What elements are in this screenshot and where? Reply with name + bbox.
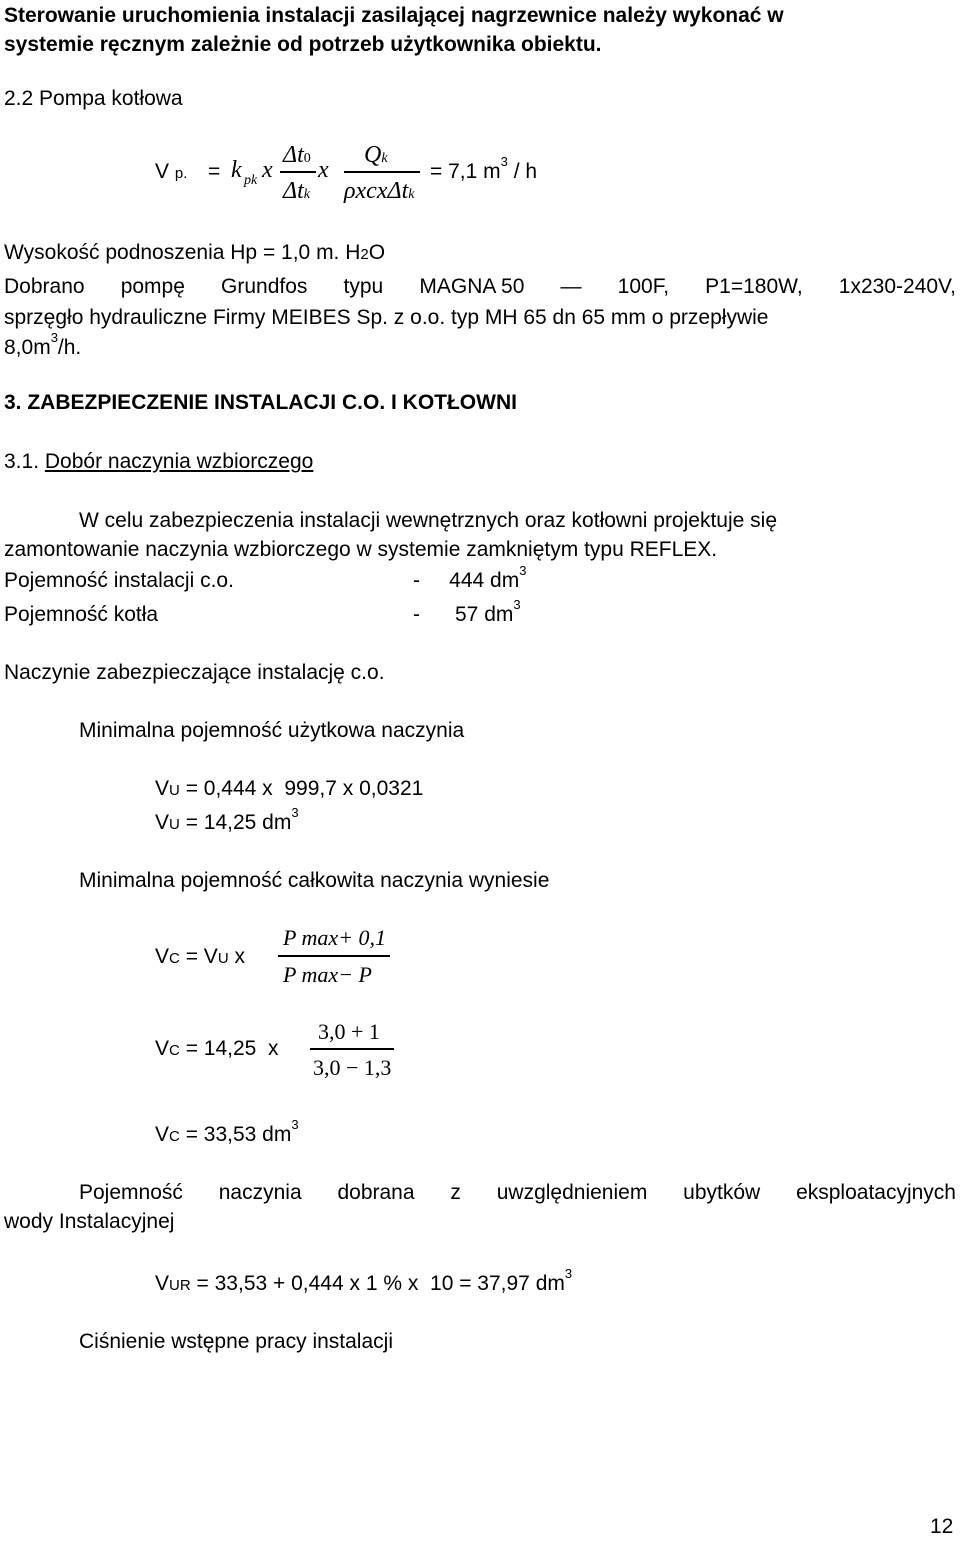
coupler-line: sprzęgło hydrauliczne Firmy MEIBES Sp. z o.o. typ MH 65 dn 65 mm o przepływie xyxy=(4,306,769,329)
vu-formula-1: VU = 0,444 x 999,7 x 0,0321 xyxy=(155,777,424,800)
capacity-boiler-value: - 57 $dm^3$ xyxy=(413,597,521,626)
section-3-heading: 3. ZABEZPIECZENIE INSTALACJI C.O. I KOTŁOWNI xyxy=(4,391,517,414)
pressure-line: Ciśnienie wstępne pracy instalacji xyxy=(79,1330,393,1353)
formula-denominator-2: ρxcxΔtk xyxy=(344,178,415,204)
formula-numerator-1: Δt0 xyxy=(283,142,311,168)
section-3-1-heading: 3.1. Dobór naczynia wzbiorczego xyxy=(4,450,314,473)
pump-selection-line: Dobrano pompę Grundfos typu MAGNA 50 — 100F, P1=180W, 1x230-240V, xyxy=(4,275,956,298)
formula-numerator-2: Qk xyxy=(364,142,388,168)
formula-times-2: x xyxy=(318,157,329,183)
formula-lhs: V p. xyxy=(155,160,188,183)
min-usable-capacity: Minimalna pojemność użytkowa naczynia xyxy=(79,719,465,742)
page-number: 12 xyxy=(930,1515,954,1538)
formula-denominator-1: Δtk xyxy=(283,178,310,204)
vc-formula-denominator: P max− P xyxy=(283,962,372,987)
vc-numeric-numerator: 3,0 + 1 xyxy=(318,1019,380,1044)
vc-numeric-denominator: 3,0 − 1,3 xyxy=(313,1055,392,1080)
losses-line-2: wody Instalacyjnej xyxy=(4,1210,175,1233)
formula-result: = 7,1 $m^3$ / h xyxy=(430,154,538,183)
paragraph-1-line-1: W celu zabezpieczenia instalacji wewnętrznych oraz kotłowni projektuje się xyxy=(79,509,777,532)
vc-formula-numerator: P max+ 0,1 xyxy=(283,925,387,950)
vc-formula-lhs: VC = VU x xyxy=(155,945,245,968)
lift-height: Wysokość podnoszenia Hp = 1,0 m. H2O xyxy=(4,241,386,264)
capacity-installation-value: - 444 $dm^3$ xyxy=(413,563,527,592)
min-total-capacity: Minimalna pojemność całkowita naczynia wyniesie xyxy=(79,869,550,892)
flow-rate: $8,0m^3/h$. xyxy=(4,330,82,359)
intro-line-1: Sterowanie uruchomienia instalacji zasilającej nagrzewnice należy wykonać w xyxy=(4,4,784,27)
vu-formula-2: VU = 14,25 $dm^3$ xyxy=(155,805,299,834)
fraction-bar-2 xyxy=(344,171,420,173)
capacity-boiler-label: Pojemność kotła xyxy=(4,603,159,626)
vc-fraction-bar xyxy=(278,955,390,957)
formula-equals: = xyxy=(208,160,221,183)
formula-k: k xyxy=(231,157,242,183)
formula-k-subscript: pk xyxy=(244,173,258,188)
paragraph-1-line-2: zamontowanie naczynia wzbiorczego w systemie zamkniętym typu REFLEX. xyxy=(4,538,718,561)
formula-times-1: x xyxy=(262,157,273,183)
section-2-2-heading: 2.2 Pompa kotłowa xyxy=(4,87,183,110)
vur-formula: VUR = 33,53 + 0,444 x 1 % x 10 = 37,97 $dm^3$ xyxy=(155,1266,573,1295)
vessel-line: Naczynie zabezpieczające instalację c.o. xyxy=(4,661,385,684)
vc-numeric-lhs: VC = 14,25 x xyxy=(155,1037,279,1060)
capacity-installation-label: Pojemność instalacji c.o. xyxy=(4,569,234,592)
losses-line-1: Pojemność naczynia dobrana z uwzględnieniem ubytków eksploatacyjnych xyxy=(79,1181,956,1204)
vc-numeric-fraction-bar xyxy=(310,1048,394,1050)
intro-line-2: systemie ręcznym zależnie od potrzeb użytkownika obiektu. xyxy=(4,33,602,56)
fraction-bar-1 xyxy=(280,171,316,173)
vc-result: VC = 33,53 $dm^3$ xyxy=(155,1117,299,1146)
